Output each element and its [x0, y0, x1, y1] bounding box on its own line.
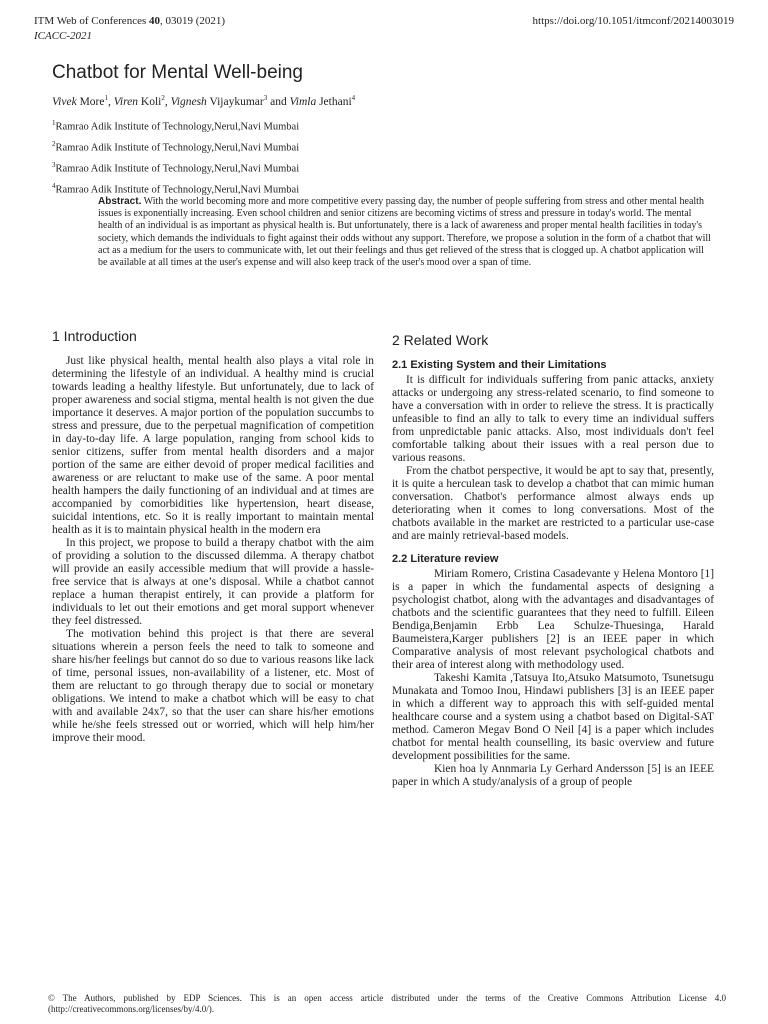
license-footer: © The Authors, published by EDP Sciences. This is an open access article distributed under the terms of the Creative Commons Attribution License 4.0 (http://creativecommons.org/licenses/by/4.0/). [48, 993, 726, 1014]
paragraph: From the chatbot perspective, it would be apt to say that, presently, it is quite a herculean task to develop a chatbot that can mimic human conversation. Chatbot's performance almost always ends up deteriorating when it comes to long conversations. Most of the chatbots available in the market are restricted to a particular use-case and are mainly retrieval-based models. [392, 465, 714, 542]
abstract [98, 196, 714, 269]
right-column [392, 334, 714, 789]
paragraph: Just like physical health, mental health also plays a vital role in determining the lifestyle of an individual. A healthy mind is crucial towards leading a healthy lifestyle. But unfortunately, due to lack of proper awareness and social stigma, mental health is not given the due importance it deserves. A major portion of the population succumbs to stress and pressure, due to the perpetual magnification of competition in day-to-day life. A large population, ranging from school kids to senior citizens, suffer from mental health disorders and a major portion of the same are either devoid of proper medical facilities and awareness or are reluctant to make use of the same. A poor mental health hampers the daily functioning of an individual and at times are accompanied by comorbidities like hypertension, heart disease, suicidal intentions, etc. So it is really important to maintain mental health as it is to maintain physical health in the modern era [52, 355, 374, 536]
affiliation-item: $^2$Ramrao Adik Institute of Technology,Nerul,Navi Mumbai [52, 140, 300, 154]
abstract-text: With the world becoming more and more competitive every passing day, the number of people suffering from stress and other mental health issues is exponentially increasing. Even school children and senior citizens are becoming victims of stress and pressure in today's world. The mental health of an individual is as important as physical health is. But unfortunately, there is a lack of awareness and proper mental health facilities in today's society, which demands the individuals to fight against their odds without any support. Therefore, we propose a solution in the form of a chatbot that will act as a medium for the users to communicate with, let out their feelings and thus get relieved of the stress that is clogged up. A chatbot application will be available at all times at the user's expense and will also keep track of the user's mood over a span of time. [98, 196, 711, 269]
affiliation-list [52, 115, 299, 199]
conference-name: ICACC-2021 [34, 30, 93, 42]
paragraph: Kien hoa ly Annmaria Ly Gerhard Andersson [5] is an IEEE paper in which A study/analysis of a group of people [392, 763, 714, 788]
subsection-heading-existing-system: 2.1 Existing System and their Limitations [392, 359, 607, 371]
abstract-label: Abstract. [98, 196, 142, 207]
subsection-heading-literature-review: 2.2 Literature review [392, 553, 499, 565]
paragraph: The motivation behind this project is that there are several situations wherein a person feels the need to talk to someone and share his/her feelings but cannot do so due to various reasons like lack of time, personal issues, non-availability of a listener, etc. Most of them are reluctant to go through therapy due to social or monetary obligations. We intend to make a chatbot which will be easy to chat with and available 24x7, so that the user can share his/her emotions while he/she feels stressed out or worried, which will help him/her improve their mood. [52, 628, 374, 744]
affiliation-item: $^3$Ramrao Adik Institute of Technology,Nerul,Navi Mumbai [52, 161, 300, 175]
section-heading-related-work: 2 Related Work [392, 332, 489, 348]
section-heading-introduction: 1 Introduction [52, 328, 137, 344]
paragraph: Takeshi Kamita ,Tatsuya Ito,Atsuko Matsumoto, Tsunetsugu Munakata and Tomoo Inou, Hindawi publishers [3] is an IEEE paper in which a different way to approach this with self-guided mental healthcare course and a system using a chatbot based on Digital-SAT method. Cameron Megav Bond O Neil [4] is a paper which includes chatbot for mental health counselling, its basic overview and future development possibilities for the same. [392, 672, 714, 762]
left-column [52, 330, 374, 745]
affiliation-item: $^1$Ramrao Adik Institute of Technology,Nerul,Navi Mumbai [52, 119, 300, 133]
paragraph: In this project, we propose to build a therapy chatbot with the aim of providing a solution to the discussed dilemma. A therapy chatbot will provide an easily accessible medium that will provide a hassle-free service that is always at one’s disposal. While a chatbot cannot replace a human therapist entirely, it can provide a platform for individuals to let out their emotions and get moral support whenever they feel distressed. [52, 537, 374, 627]
paragraph: Miriam Romero, Cristina Casadevante y Helena Montoro [1] is a paper in which the fundamental aspects of designing a psychologist chatbot, along with the advantages and disadvantages of chatbots and the scientific guarantees that they need to fulfill. Eileen Bendiga,Benjamin Erbb Lea Schulze-Thuesinga, Harald Baumeistera,Karger publishers [2] is an IEEE paper in which Comparative analysis of most relevant psychological chatbots and their area of interest along with methodology used. [392, 568, 714, 671]
paper-title: Chatbot for Mental Well-being [52, 62, 303, 83]
running-header [34, 14, 225, 44]
paragraph: It is difficult for individuals suffering from panic attacks, anxiety attacks or undergoing any stress-related scenario, to find someone to have a conversation with in order to relieve the stress. It is practically unfeasible to find an ally to talk to every time an individual suffers from unpredictable panic attacks. Also, most individuals don't feel comfortable talking about their issues with a real person due to various reasons. [392, 374, 714, 464]
volume-number: 40 [148, 15, 160, 27]
doi-link[interactable]: https://doi.org/10.1051/itmconf/20214003019 [532, 15, 734, 27]
journal-line: ITM Web of Conferences 40, 03019 (2021) [34, 15, 226, 27]
affiliation-item: $^4$Ramrao Adik Institute of Technology,Nerul,Navi Mumbai [52, 182, 300, 196]
author-list: Vivek More$^1$, Viren Koli$^2$, Vignesh Vijaykumar$^3$ and Vimla Jethani$^4$ [52, 94, 356, 108]
